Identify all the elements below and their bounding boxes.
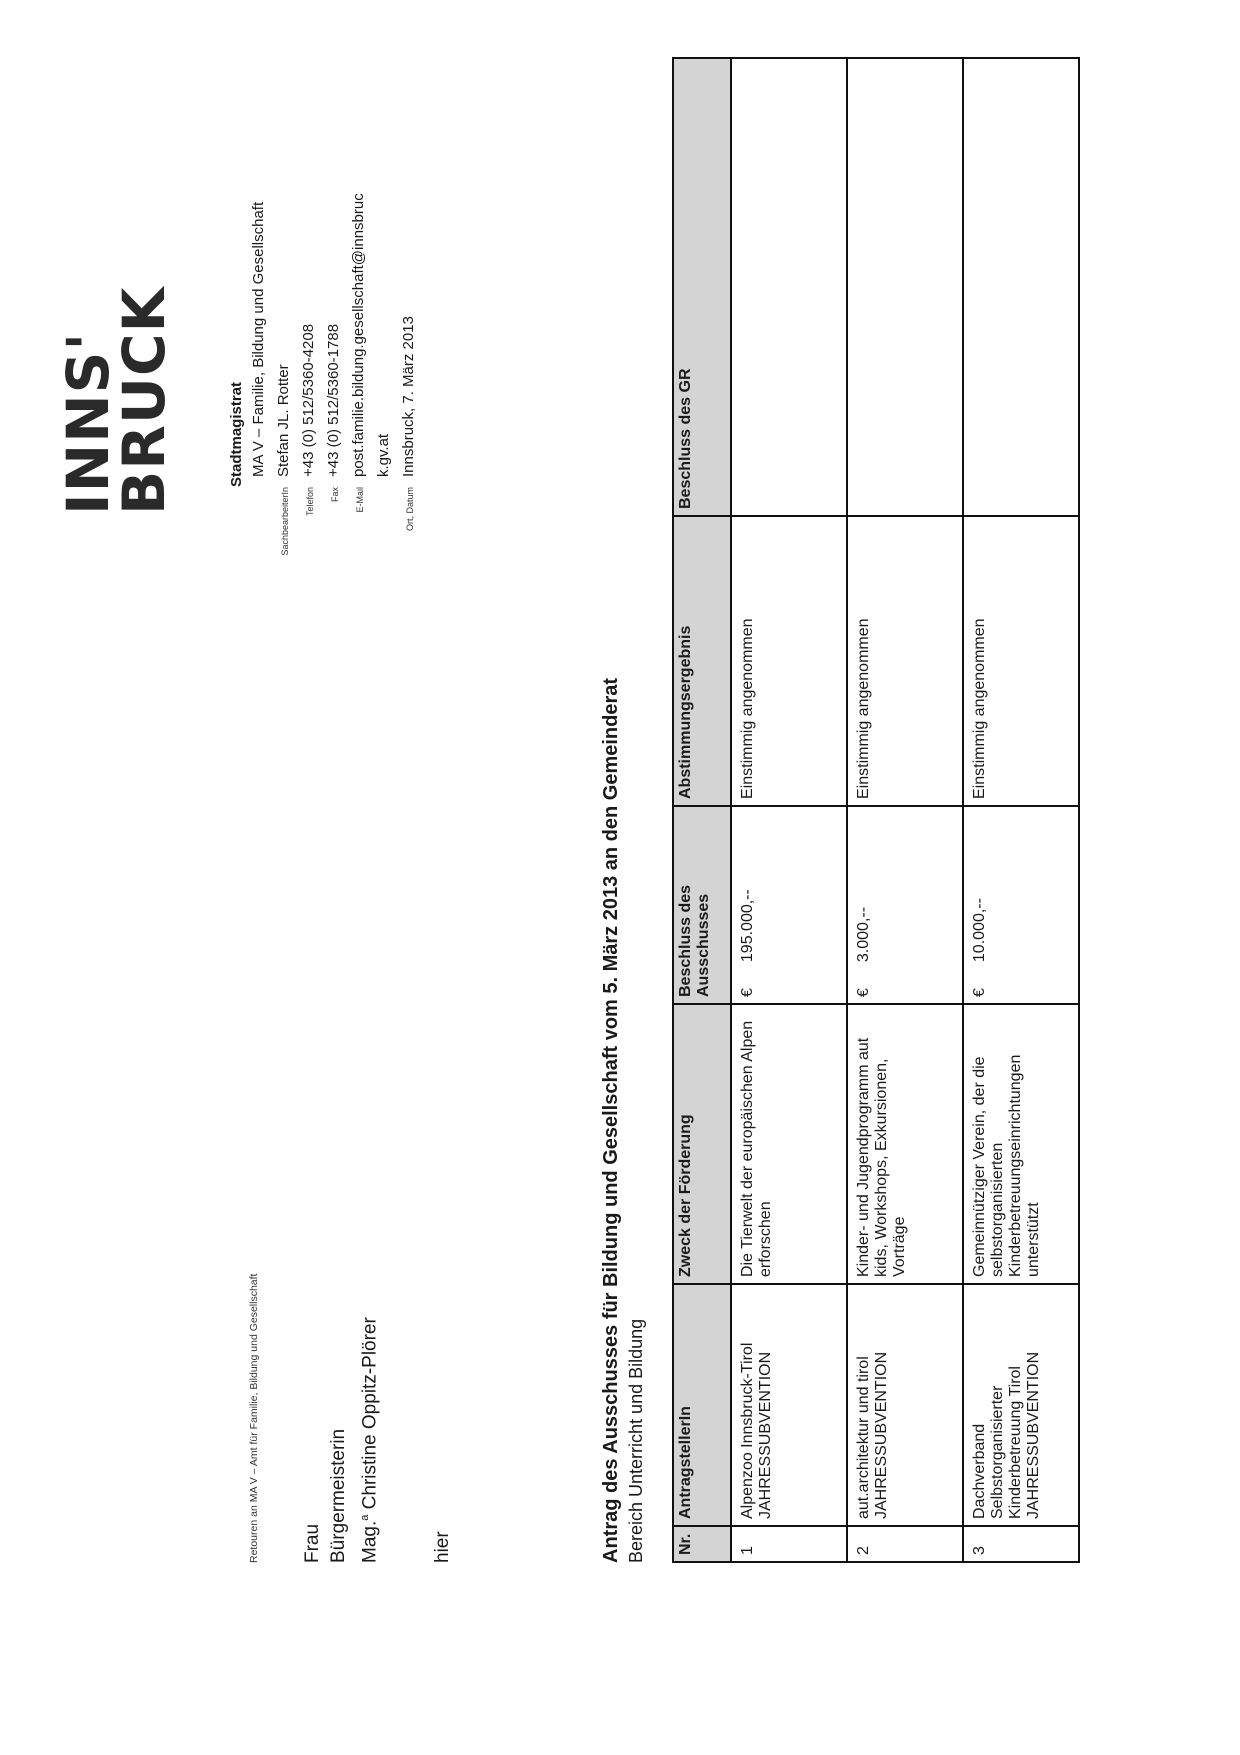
info-label: Ort, Datum xyxy=(405,487,415,532)
info-value: Innsbruck, 7. März 2013 xyxy=(400,316,417,477)
logo-line-2: BRUCK xyxy=(110,286,178,515)
antrag-table xyxy=(672,57,1080,1563)
column-header-antragsteller: AntragstellerIn xyxy=(673,1284,731,1526)
currency-symbol: € xyxy=(855,988,872,997)
recipient-name-line xyxy=(352,1317,383,1563)
cell-beschluss xyxy=(731,806,847,1004)
info-row xyxy=(375,193,400,595)
cell-zweck xyxy=(731,1004,847,1284)
column-header-nr: Nr. xyxy=(673,1526,731,1562)
recipient-salutation: Frau xyxy=(302,1523,323,1563)
amount-value: 3.000,-- xyxy=(855,906,872,963)
info-label: SachbearbeiterIn xyxy=(280,487,290,556)
antragsteller-line: Dachverband xyxy=(971,1423,988,1519)
cell-nr xyxy=(963,1526,1079,1562)
antragsteller-line: Kinderbetreuung Tirol xyxy=(1007,1366,1024,1519)
cell-abstimmung xyxy=(847,516,963,806)
zweck-text: Kinder- und Jugendprogramm aut kids, Workshops, Exkursionen, Vorträge xyxy=(855,1037,908,1277)
sender-dept-row xyxy=(250,193,275,595)
column-header-beschluss: Beschluss des Ausschusses xyxy=(673,806,731,1004)
antragsteller-line: Alpenzoo Innsbruck-Tirol xyxy=(739,1342,756,1519)
info-value: Stefan JL. Rotter xyxy=(275,364,292,477)
table-header-row xyxy=(673,58,731,1562)
abstimmung-text: Einstimmig angenommen xyxy=(971,618,988,799)
sender-dept: MA V – Familie, Bildung und Gesellschaft xyxy=(250,201,267,477)
amount xyxy=(967,813,989,997)
info-label: Telefon xyxy=(305,487,315,517)
antragsteller-line: Selbstorganisierter xyxy=(989,1385,1006,1519)
nr-text: 1 xyxy=(739,1546,756,1555)
cell-abstimmung xyxy=(731,516,847,806)
cell-antragsteller xyxy=(963,1284,1079,1526)
cell-beschluss xyxy=(963,806,1079,1004)
amount xyxy=(735,813,757,997)
zweck-text: Gemeinnütziger Verein, der die selbstorganisierten Kinderbetreuungseinrichtungen unterstützt xyxy=(971,1054,1042,1277)
table-row xyxy=(963,58,1079,1562)
info-row xyxy=(300,193,325,595)
abstimmung-text: Einstimmig angenommen xyxy=(739,618,756,799)
cell-beschluss-gr xyxy=(847,58,963,516)
column-header-beschluss-gr: Beschluss des GR xyxy=(673,58,731,516)
antragsteller-line: JAHRESSUBVENTION xyxy=(757,1351,774,1519)
zweck-text: Die Tierwelt der europäischen Alpen erforschen xyxy=(739,1020,774,1277)
cell-nr xyxy=(847,1526,963,1562)
info-value: +43 (0) 512/5360-1788 xyxy=(325,323,342,477)
currency-symbol: € xyxy=(739,988,756,997)
nr-text: 3 xyxy=(971,1546,988,1555)
info-row xyxy=(325,193,350,595)
amount-value: 195.000,-- xyxy=(739,889,756,963)
cell-zweck xyxy=(847,1004,963,1284)
return-address-line: Retouren an MA V – Amt für Familie, Bildung und Gesellschaft xyxy=(248,1273,260,1563)
abstimmung-text: Einstimmig angenommen xyxy=(855,618,872,799)
cell-beschluss-gr xyxy=(963,58,1079,516)
document-subtitle: Bereich Unterricht und Bildung xyxy=(626,1318,646,1563)
info-label: Fax xyxy=(330,487,340,503)
table-row xyxy=(847,58,963,1562)
antragsteller-line: JAHRESSUBVENTION xyxy=(873,1351,890,1519)
cell-antragsteller xyxy=(847,1284,963,1526)
cell-zweck xyxy=(963,1004,1079,1284)
cell-nr xyxy=(731,1526,847,1562)
hier-note: hier xyxy=(432,1531,453,1563)
recipient-address xyxy=(300,1317,383,1563)
logo-line-1: INNS' xyxy=(54,331,122,515)
recipient-name: Christine Oppitz-Plörer xyxy=(359,1317,381,1510)
recipient-name-prefix: Mag. xyxy=(359,1520,381,1563)
nr-text: 2 xyxy=(855,1546,872,1555)
innsbruck-logo xyxy=(54,286,178,515)
recipient-role: Bürgermeisterin xyxy=(328,1428,349,1563)
recipient-name-sup: a xyxy=(359,1514,371,1521)
amount xyxy=(851,813,873,997)
antragsteller-line: JAHRESSUBVENTION xyxy=(1025,1351,1042,1519)
info-label: E-Mail xyxy=(355,487,365,513)
document-title: Antrag des Ausschusses für Bildung und Gesellschaft vom 5. März 2013 an den Gemeinderat xyxy=(600,677,622,1563)
amount-value: 10.000,-- xyxy=(971,898,988,963)
column-header-zweck: Zweck der Förderung xyxy=(673,1004,731,1284)
currency-symbol: € xyxy=(971,988,988,997)
info-row xyxy=(400,193,425,595)
column-header-abstimmung: Abstimmungsergebnis xyxy=(673,516,731,806)
cell-beschluss xyxy=(847,806,963,1004)
cell-antragsteller xyxy=(731,1284,847,1526)
info-value: post.familie.bildung.gesellschaft@innsbruc xyxy=(350,193,367,477)
table-row xyxy=(731,58,847,1562)
antragsteller-line: aut.architektur und tirol xyxy=(855,1356,872,1519)
sender-info xyxy=(250,193,425,595)
info-value: +43 (0) 512/5360-4208 xyxy=(300,323,317,477)
info-row xyxy=(275,193,300,595)
cell-beschluss-gr xyxy=(731,58,847,516)
sender-org: Stadtmagistrat xyxy=(228,381,245,487)
info-value: k.gv.at xyxy=(375,433,392,477)
info-row xyxy=(350,193,375,595)
cell-abstimmung xyxy=(963,516,1079,806)
